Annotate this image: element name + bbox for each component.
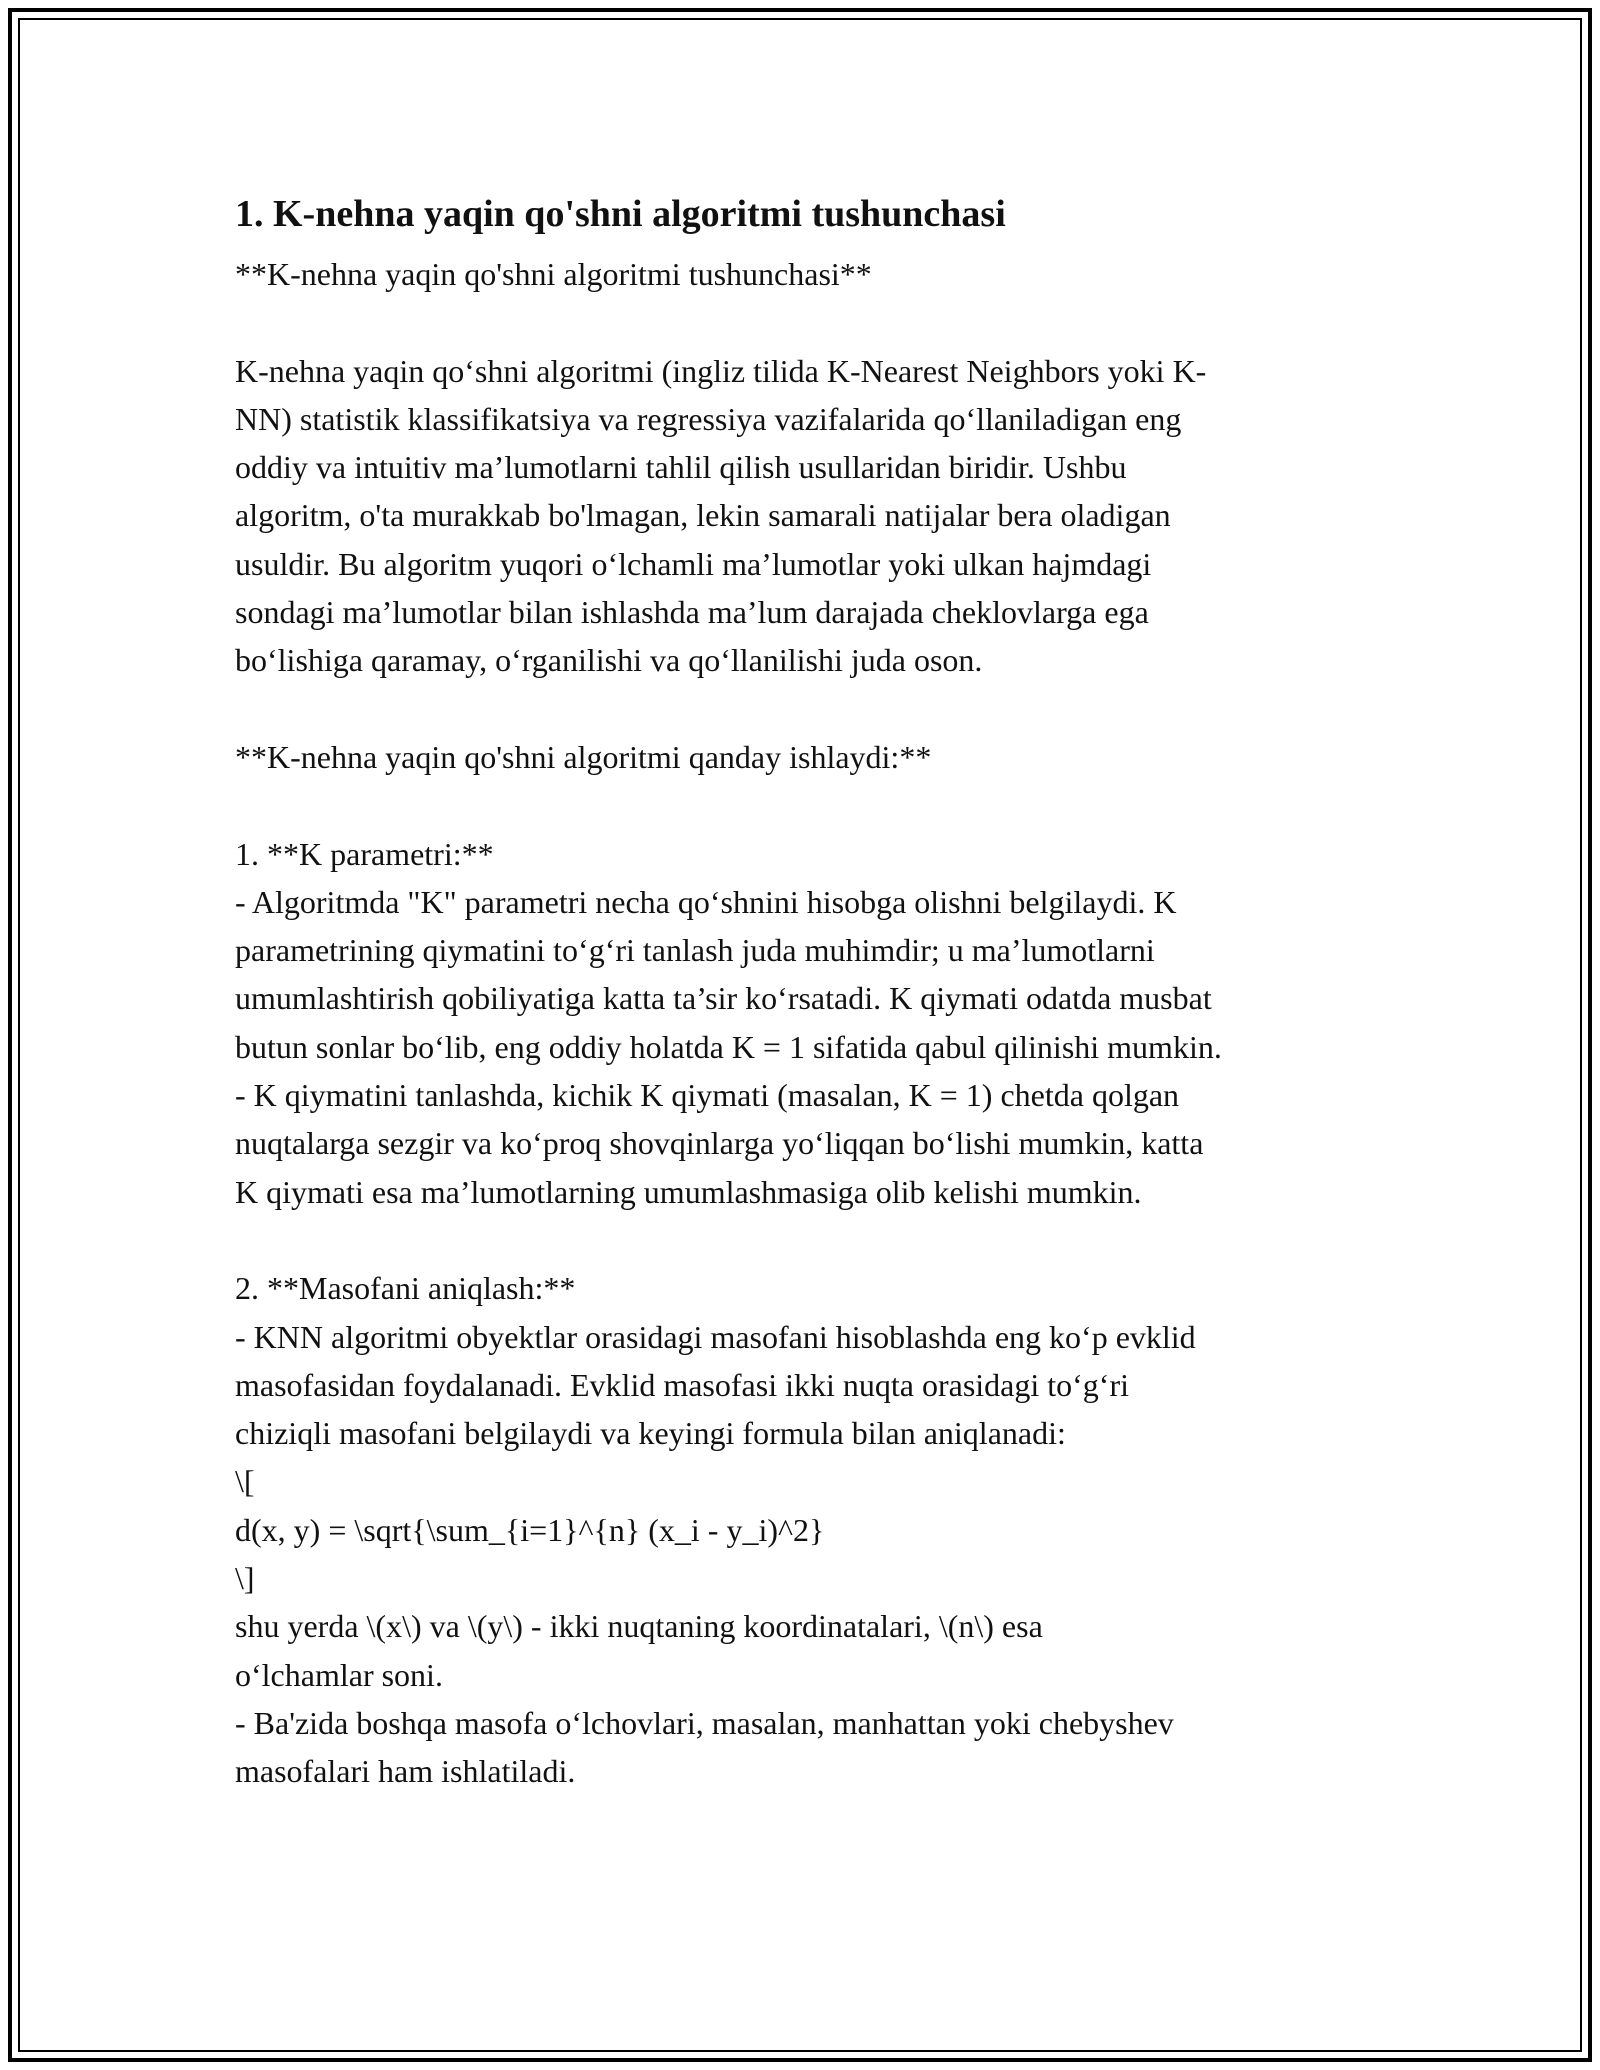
document-content [235,184,1385,1796]
document-title: 1. K-nehna yaqin qo'shni algoritmi tushunchasi [235,193,1006,235]
document-body: **K-nehna yaqin qo'shni algoritmi tushunchasi** K-nehna yaqin qo‘shni algoritmi (ingliz tilida K-Nearest Neighbors yoki K- NN) statistik klassifikatsiya va regressiya vazifalarida qo‘llaniladigan eng oddiy va intuitiv ma’lumotlarni tahlil qilish usullaridan biridir. Ushbu algoritm, o'ta murakkab bo'lmagan, lekin samarali natijalar bera oladigan usuldir. Bu algoritm yuqori o‘lchamli ma’lumotlar yoki ulkan hajmdagi sondagi ma’lumotlar bilan ishlashda ma’lum darajada cheklovlarga ega bo‘lishiga qaramay, o‘rganilishi va qo‘llanilishi juda oson. **K-nehna yaqin qo'shni algoritmi qanday ishlaydi:** 1. **K parametri:** - Algoritmda "K" parametri necha qo‘shnini hisobga olishni belgilaydi. K parametrining qiymatini to‘g‘ri tanlash juda muhimdir; u ma’lumotlarni umumlashtirish qobiliyatiga katta ta’sir ko‘rsatadi. K qiymati odatda musbat butun sonlar bo‘lib, eng oddiy holatda K = 1 sifatida qabul qilinishi mumkin. - K qiymatini tanlashda, kichik K qiymati (masalan, K = 1) chetda qolgan nuqtalarga sezgir va ko‘proq shovqinlarga yo‘liqqan bo‘lishi mumkin, katta K qiymati esa ma’lumotlarning umumlashmasiga olib kelishi mumkin. 2. **Masofani aniqlash:** - KNN algoritmi obyektlar orasidagi masofani hisoblashda eng ko‘p evklid masofasidan foydalanadi. Evklid masofasi ikki nuqta orasidagi to‘g‘ri chiziqli masofani belgilaydi va keyingi formula bilan aniqlanadi: \[ d(x, y) = \sqrt{\sum_{i=1}^{n} (x_i - y_i)^2} \] shu yerda \(x\) va \(y\) - ikki nuqtaning koordinatalari, \(n\) esa o‘lchamlar soni. - Ba'zida boshqa masofa o‘lchovlari, masalan, manhattan yoki chebyshev masofalari ham ishlatiladi. [235,256,1222,1790]
